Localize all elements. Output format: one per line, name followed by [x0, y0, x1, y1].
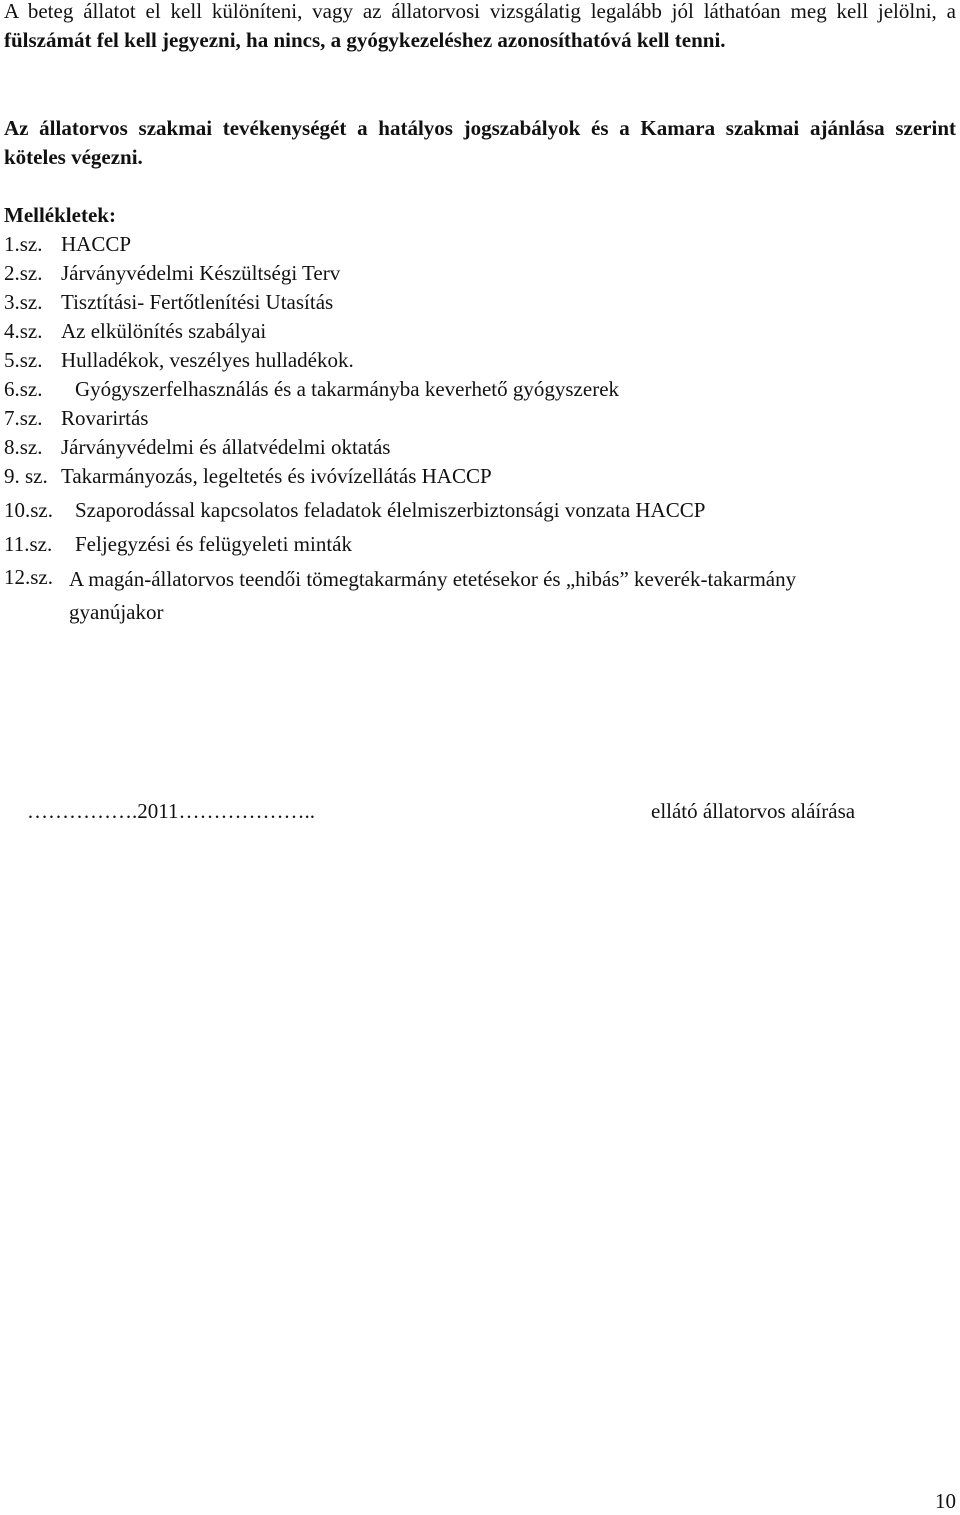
attachment-number: 8.sz.	[4, 435, 43, 459]
signature-label: ellátó állatorvos aláírása	[651, 799, 856, 823]
attachment-number: 7.sz.	[4, 406, 43, 430]
attachment-number: 10.sz.	[4, 498, 53, 522]
attachment-number: 3.sz.	[4, 290, 43, 314]
date-line: …………….2011………………..	[27, 799, 315, 823]
paragraph-isolation-bold: fülszámát fel kell jegyezni, ha nincs, a gyógykezeléshez azonosíthatóvá kell tenni.	[4, 28, 726, 52]
attachment-number: 1.sz.	[4, 232, 43, 256]
paragraph-isolation	[4, 0, 956, 55]
attachment-text: Szaporodással kapcsolatos feladatok élelmiszerbiztonsági vonzata HACCP	[75, 498, 706, 522]
attachment-text: Az elkülönítés szabályai	[61, 319, 267, 343]
attachment-item	[4, 259, 340, 288]
attachment-item	[4, 288, 333, 317]
attachment-item	[4, 462, 492, 491]
page-number: 10	[935, 1489, 956, 1513]
attachment-item	[4, 230, 131, 259]
attachment-number: 12.sz.	[4, 565, 53, 589]
attachment-number: 9. sz.	[4, 464, 48, 488]
attachment-number: 6.sz.	[4, 377, 43, 401]
attachment-text: Tisztítási- Fertőtlenítési Utasítás	[61, 290, 334, 314]
attachment-item	[4, 496, 705, 525]
attachment-text: HACCP	[61, 232, 132, 256]
attachment-item	[4, 433, 390, 462]
attachments-title: Mellékletek:	[4, 203, 116, 227]
attachment-item	[4, 404, 148, 433]
attachment-number: 4.sz.	[4, 319, 43, 343]
attachment-text: Feljegyzési és felügyeleti minták	[75, 532, 352, 556]
attachment-text: Járványvédelmi Készültségi Terv	[61, 261, 341, 285]
attachment-item	[4, 375, 619, 404]
attachment-text: Takarmányozás, legeltetés és ivóvízellátás HACCP	[61, 464, 492, 488]
attachment-number: 5.sz.	[4, 348, 43, 372]
attachment-text: Hulladékok, veszélyes hulladékok.	[61, 348, 354, 372]
attachment-item	[4, 317, 266, 346]
attachment-number: 2.sz.	[4, 261, 43, 285]
attachment-text: Járványvédelmi és állatvédelmi oktatás	[61, 435, 391, 459]
attachment-text: Rovarirtás	[61, 406, 149, 430]
attachment-item	[4, 530, 352, 559]
attachment-text: Gyógyszerfelhasználás és a takarmányba keverhető gyógyszerek	[75, 377, 620, 401]
paragraph-professional-duty: Az állatorvos szakmai tevékenységét a hatályos jogszabályok és a Kamara szakmai ajánlása szerint köteles végezni.	[4, 116, 956, 169]
attachment-item	[4, 563, 859, 629]
attachment-number: 11.sz.	[4, 532, 53, 556]
attachment-item	[4, 346, 354, 375]
paragraph-isolation-text: A beteg állatot el kell különíteni, vagy az állatorvosi vizsgálatig legalább jól láthatóan meg kell jelölni, a	[4, 0, 956, 23]
attachment-text: A magán-állatorvos teendői tömegtakarmány etetésekor és „hibás” keverék-takarmány gyanújakor	[69, 567, 797, 624]
